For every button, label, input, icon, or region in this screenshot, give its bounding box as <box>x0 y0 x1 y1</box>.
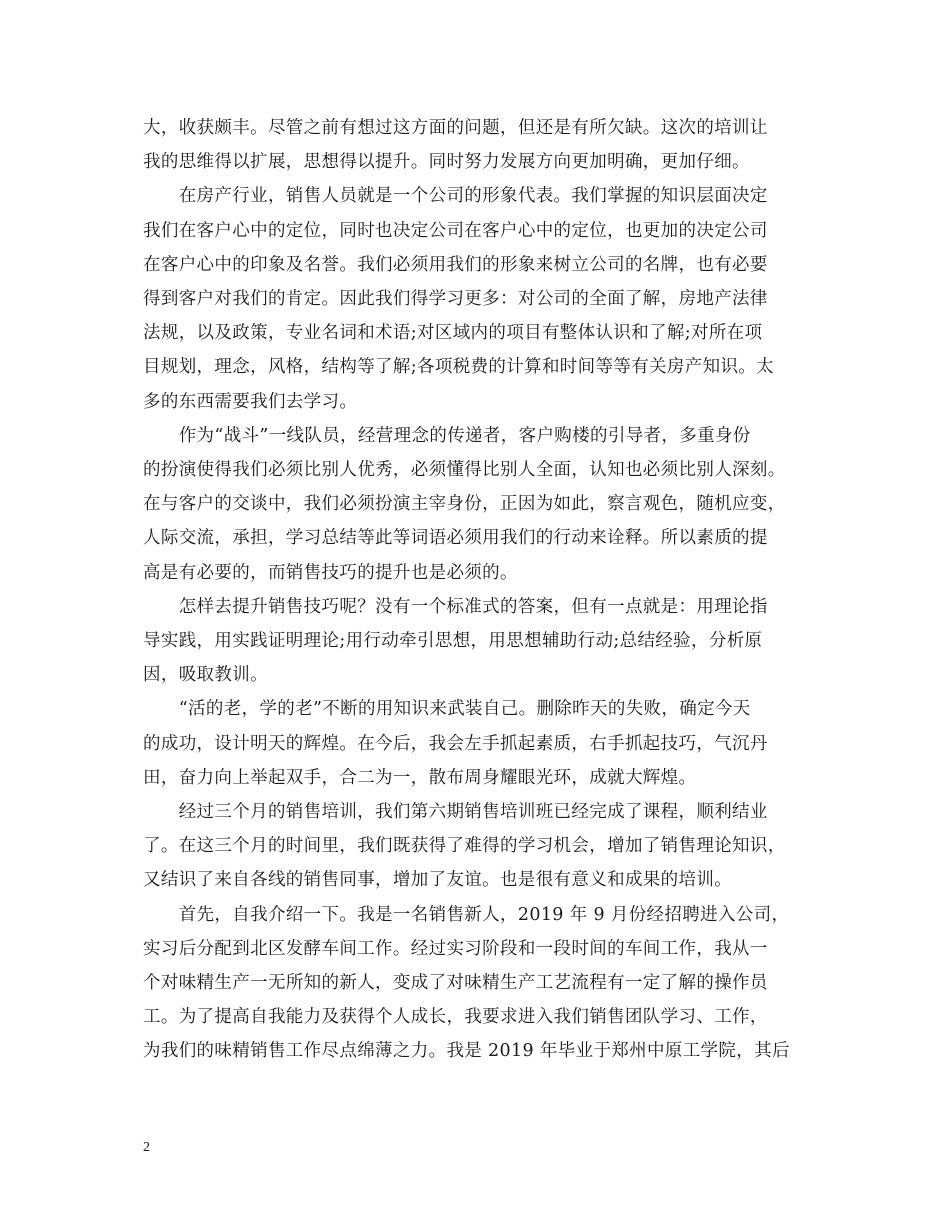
text-line: 又结识了来自各线的销售同事，增加了友谊。也是很有意义和成果的培训。 <box>143 870 733 891</box>
text-line: 工。为了提高自我能力及获得个人成长，我要求进入我们销售团队学习、工作， <box>143 1007 768 1028</box>
text-line: 多的东西需要我们去学习。 <box>143 391 358 412</box>
text-line: 实习后分配到北区发酵车间工作。经过实习阶段和一段时间的车间工作，我从一 <box>143 938 768 959</box>
text-line: 因，吸取教训。 <box>143 665 268 686</box>
text-line: 高是有必要的，而销售技巧的提升也是必须的。 <box>143 562 518 583</box>
text-line: 个对味精生产一无所知的新人，变成了对味精生产工艺流程有一定了解的操作员 <box>143 973 768 993</box>
text-line: 了。在这三个月的时间里，我们既获得了难得的学习机会，增加了销售理论知识， <box>143 836 786 857</box>
text-line: 法规，以及政策，专业名词和术语;对区域内的项目有整体认识和了解;对所在项 <box>143 323 763 344</box>
text-line: 得到客户对我们的肯定。因此我们得学习更多：对公司的全面了解，房地产法律 <box>143 289 768 309</box>
text-line: “活的老，学的老”不断的用知识来武装自己。删除昨天的失败，确定今天 <box>143 699 751 720</box>
text-line: 为我们的味精销售工作尽点绵薄之力。我是 2019 年毕业于郑州中原工学院，其后 <box>143 1041 790 1062</box>
text-line: 在客户心中的印象及名誉。我们必须用我们的形象来树立公司的名牌，也有必要 <box>143 254 768 275</box>
text-line: 人际交流，承担，学习总结等此等词语必须用我们的行动来诠释。所以素质的提 <box>143 528 768 549</box>
page-number: 2 <box>143 1140 150 1155</box>
text-line: 大，收获颇丰。尽管之前有想过这方面的问题，但还是有所欠缺。这次的培训让 <box>143 118 768 138</box>
text-line: 我们在客户心中的定位，同时也决定公司在客户心中的定位，也更加的决定公司 <box>143 220 768 241</box>
text-line: 经过三个月的销售培训，我们第六期销售培训班已经完成了课程，顺利结业 <box>143 802 768 822</box>
text-line: 目规划，理念，风格，结构等了解;各项税费的计算和时间等等有关房产知识。太 <box>143 357 774 378</box>
text-line: 在与客户的交谈中，我们必须扮演主宰身份，正因为如此，察言观色，随机应变， <box>143 494 786 515</box>
text-line: 的成功，设计明天的辉煌。在今后，我会左手抓起素质，右手抓起技巧，气沉丹 <box>143 733 768 754</box>
text-line: 首先，自我介绍一下。我是一名销售新人，2019 年 9 月份经招聘进入公司， <box>143 904 790 925</box>
text-line: 我的思维得以扩展，思想得以提升。同时努力发展方向更加明确，更加仔细。 <box>143 152 750 173</box>
text-line: 导实践，用实践证明理论;用行动牵引思想，用思想辅助行动;总结经验，分析原 <box>143 631 763 651</box>
text-line: 作为“战斗”一线队员，经营理念的传递者，客户购楼的引导者，多重身份 <box>143 425 751 446</box>
text-line: 在房产行业，销售人员就是一个公司的形象代表。我们掌握的知识层面决定 <box>143 186 768 207</box>
text-line: 的扮演使得我们必须比别人优秀，必须懂得比别人全面，认知也必须比别人深刻。 <box>143 460 786 480</box>
text-line: 田，奋力向上举起双手，合二为一，散布周身耀眼光环，成就大辉煌。 <box>143 767 697 788</box>
text-line: 怎样去提升销售技巧呢？没有一个标准式的答案，但有一点就是：用理论指 <box>143 596 768 617</box>
